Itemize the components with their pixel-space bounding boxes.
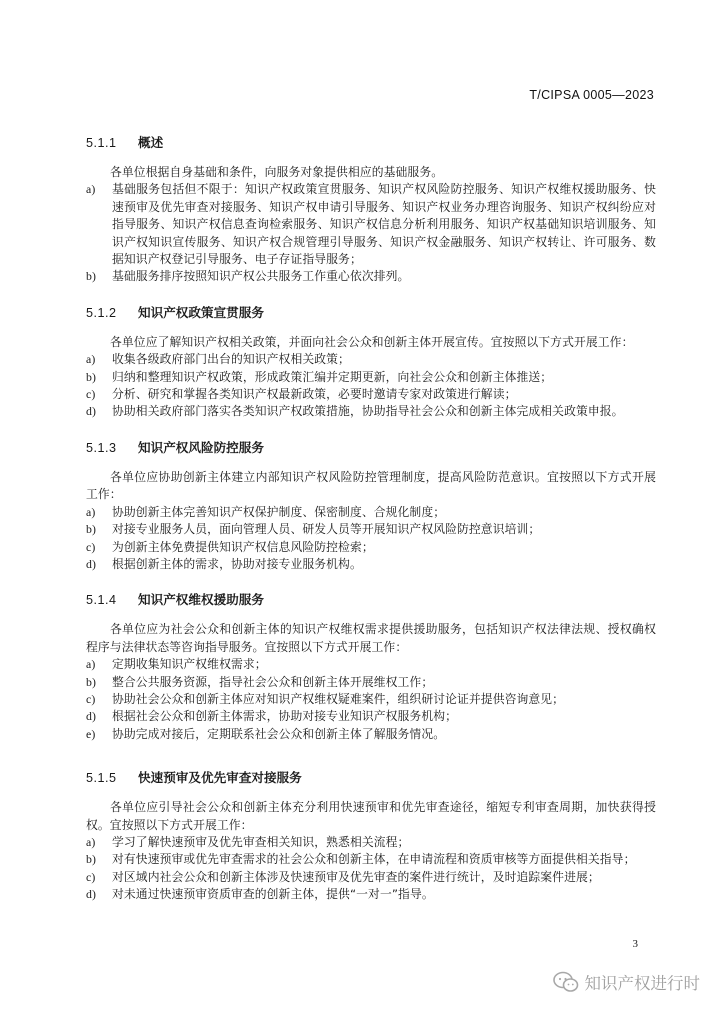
- section-intro: 各单位根据自身基础和条件，向服务对象提供相应的基础服务。: [110, 165, 444, 179]
- item-list: [86, 834, 656, 904]
- item-marker: d): [86, 709, 97, 724]
- list-item: [86, 181, 656, 268]
- item-text: 为创新主体免费提供知识产权信息风险防控检索；: [112, 539, 374, 554]
- item-list: [86, 351, 656, 421]
- item-marker: c): [86, 539, 96, 554]
- section-intro: 各单位应为社会公众和创新主体的知识产权维权需求提供援助服务，包括知识产权法律法规、授权确权程序与法律状态等咨询指导服务。宜按照以下方式开展工作：: [86, 622, 656, 654]
- item-text: 协助创新主体完善知识产权保护制度、保密制度、合规化制度；: [112, 504, 446, 519]
- list-item: [86, 521, 656, 538]
- list-item: [86, 869, 656, 886]
- item-marker: a): [86, 504, 96, 519]
- item-marker: b): [86, 269, 97, 284]
- section-title: 知识产权政策宣贯服务: [138, 304, 264, 320]
- item-text: 分析、研究和掌握各类知识产权最新政策，必要时邀请专家对政策进行解读；: [112, 387, 517, 402]
- item-marker: c): [86, 869, 96, 884]
- list-item: [86, 691, 656, 708]
- section-heading: [86, 769, 656, 787]
- section-5-1-1: [86, 134, 656, 286]
- section-5-1-2: [86, 304, 656, 421]
- section-number: 5.1.4: [86, 593, 117, 608]
- page-number: 3: [632, 938, 638, 950]
- item-list: [86, 504, 656, 574]
- section-number: 5.1.1: [86, 136, 117, 150]
- section-number: 5.1.2: [86, 305, 117, 320]
- list-item: [86, 351, 656, 368]
- item-marker: c): [86, 691, 96, 706]
- list-item: [86, 886, 656, 903]
- item-text: 根据社会公众和创新主体需求，协助对接专业知识产权服务机构；: [112, 709, 458, 724]
- item-text: 协助完成对接后，定期联系社会公众和创新主体了解服务情况。: [112, 726, 446, 741]
- document-code: T/CIPSA 0005—2023: [529, 88, 654, 102]
- section-heading: [86, 591, 656, 609]
- list-item: [86, 539, 656, 556]
- item-marker: e): [86, 726, 96, 741]
- item-marker: a): [86, 657, 96, 672]
- list-item: [86, 656, 656, 673]
- item-text: 归纳和整理知识产权政策，形成政策汇编并定期更新，向社会公众和创新主体推送；: [112, 369, 553, 384]
- list-item: [86, 726, 656, 743]
- item-marker: a): [86, 834, 96, 849]
- item-text: 整合公共服务资源，指导社会公众和创新主体开展维权工作；: [112, 674, 434, 689]
- item-marker: a): [86, 182, 96, 197]
- item-marker: a): [86, 352, 96, 367]
- item-marker: d): [86, 556, 97, 571]
- list-item: [86, 369, 656, 386]
- list-item: [86, 674, 656, 691]
- item-marker: b): [86, 369, 97, 384]
- list-item: [86, 708, 656, 725]
- wechat-official-account-icon: [553, 971, 579, 993]
- list-item: [86, 834, 656, 851]
- section-number: 5.1.5: [86, 771, 117, 786]
- watermark: [553, 970, 701, 994]
- section-intro: 各单位应引导社会公众和创新主体充分利用快速预审和优先审查途径，缩短专利审查周期，加快获得授权。宜按照以下方式开展工作：: [86, 800, 656, 832]
- section-title: 概述: [138, 135, 164, 150]
- section-intro: 各单位应协助创新主体建立内部知识产权风险防控管理制度，提高风险防范意识。宜按照以下方式开展工作：: [86, 469, 656, 502]
- item-list: [86, 181, 656, 285]
- item-marker: c): [86, 387, 96, 402]
- item-list: [86, 656, 656, 743]
- section-title: 知识产权风险防控服务: [138, 439, 264, 455]
- item-text: 协助社会公众和创新主体应对知识产权维权疑难案件，组织研讨论证并提供咨询意见；: [112, 691, 565, 706]
- item-text: 学习了解快速预审及优先审查相关知识，熟悉相关流程；: [112, 834, 410, 849]
- item-marker: d): [86, 887, 97, 902]
- section-heading: [86, 134, 656, 152]
- item-marker: b): [86, 522, 97, 537]
- item-text: 根据创新主体的需求，协助对接专业服务机构。: [112, 556, 362, 571]
- item-text: 基础服务排序按照知识产权公共服务工作重心依次排列。: [112, 269, 410, 284]
- section-title: 知识产权维权援助服务: [138, 592, 264, 608]
- document-body: [86, 134, 656, 904]
- item-text: 定期收集知识产权维权需求；: [112, 657, 267, 672]
- list-item: [86, 403, 656, 420]
- item-text: 对未通过快速预审资质审查的创新主体，提供“一对一”指导。: [112, 887, 434, 902]
- section-5-1-4: [86, 591, 656, 743]
- section-intro: 各单位应了解知识产权相关政策，并面向社会公众和创新主体开展宣传。宜按照以下方式开展工作：: [110, 334, 634, 349]
- section-title: 快速预审及优先审查对接服务: [138, 770, 302, 786]
- watermark-text: 知识产权进行时: [584, 974, 700, 993]
- section-5-1-5: [86, 769, 656, 903]
- list-item: [86, 851, 656, 868]
- list-item: [86, 386, 656, 403]
- item-marker: b): [86, 852, 97, 867]
- item-text: 对接专业服务人员，面向管理人员、研发人员等开展知识产权风险防控意识培训；: [112, 522, 541, 537]
- item-text: 收集各级政府部门出台的知识产权相关政策；: [112, 352, 350, 367]
- section-5-1-3: [86, 439, 656, 573]
- section-heading: [86, 304, 656, 322]
- list-item: [86, 504, 656, 521]
- item-marker: b): [86, 674, 97, 689]
- item-text: 基础服务包括但不限于：知识产权政策宣贯服务、知识产权风险防控服务、知识产权维权援助服务、快速预审及优先审查对接服务、知识产权申请引导服务、知识产权业务办理咨询服务、知识产权纠纷应对指导服务、知识产权信息查询检索服务、知识产权信息分析利用服务、知识产权基础知识培训服务、知识产权知识宣传服务、知识产权合规管理引导服务、知识产权金融服务、知识产权转让、许可服务、数据知识产权登记引导服务、电子存证指导服务；: [112, 182, 656, 267]
- item-marker: d): [86, 404, 97, 419]
- item-text: 对区域内社会公众和创新主体涉及快速预审及优先审查的案件进行统计，及时追踪案件进展；: [112, 869, 600, 884]
- item-text: 协助相关政府部门落实各类知识产权政策措施，协助指导社会公众和创新主体完成相关政策申报。: [112, 404, 624, 419]
- list-item: [86, 556, 656, 573]
- item-text: 对有快速预审或优先审查需求的社会公众和创新主体，在申请流程和资质审核等方面提供相关指导；: [112, 852, 636, 867]
- list-item: [86, 268, 656, 285]
- section-number: 5.1.3: [86, 440, 117, 455]
- section-heading: [86, 439, 656, 457]
